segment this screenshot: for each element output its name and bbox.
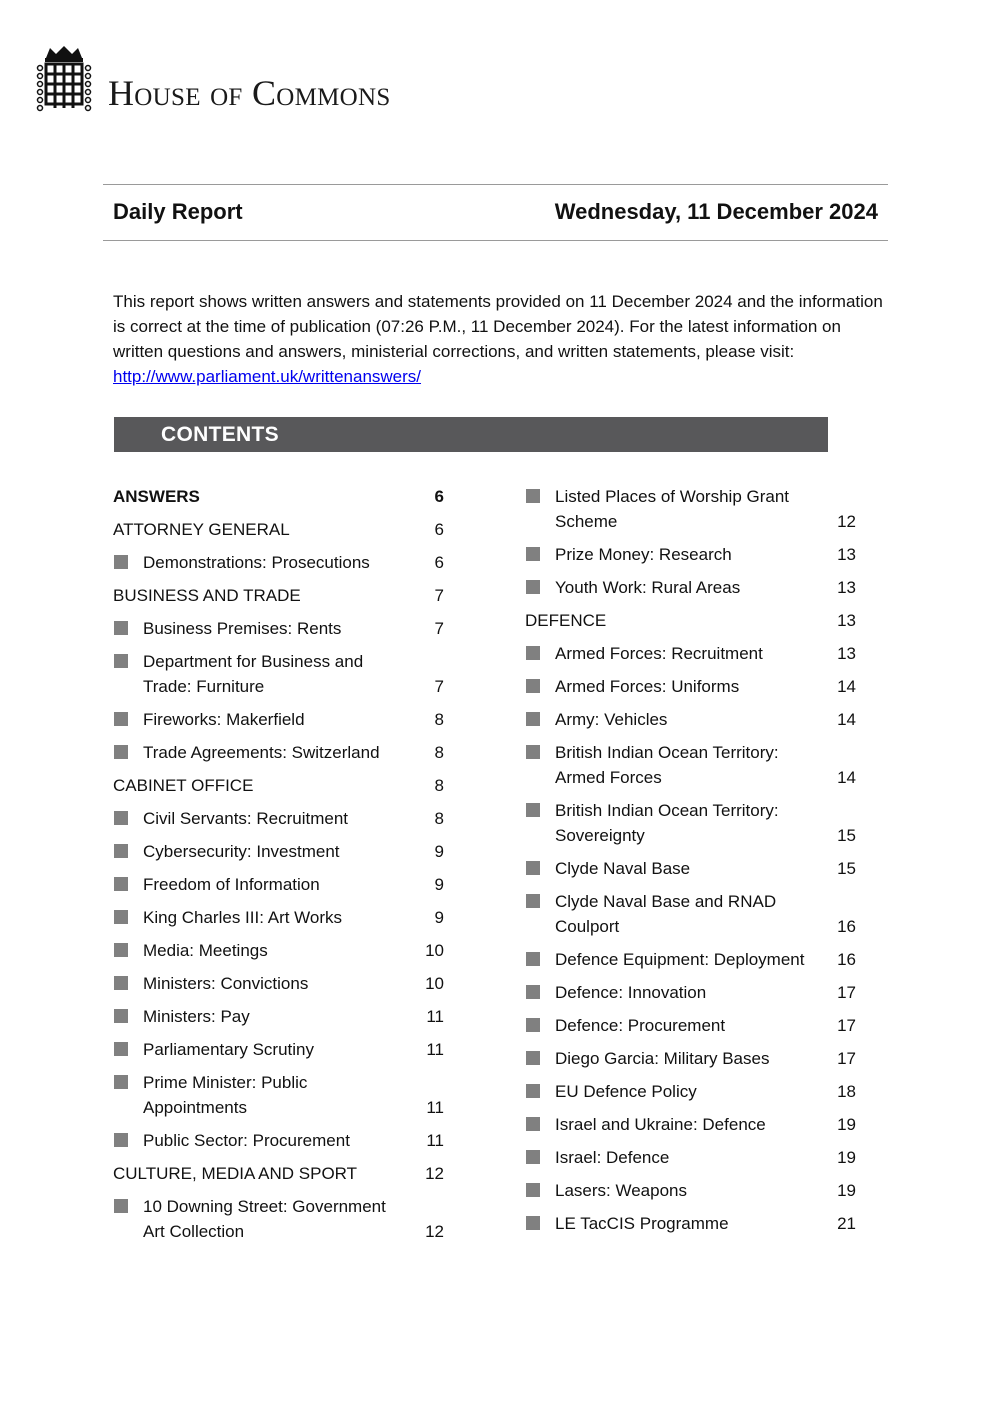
bullet-square-icon: [114, 555, 128, 569]
contents-entry[interactable]: [525, 1042, 856, 1075]
contents-entry-title: Lasers: Weapons: [555, 1181, 687, 1200]
bullet-square-icon: [526, 1018, 540, 1032]
bullet-square-icon: [526, 646, 540, 660]
contents-entry[interactable]: [113, 645, 444, 703]
contents-entry[interactable]: [113, 1066, 444, 1124]
bullet-square-icon: [114, 811, 128, 825]
contents-entry[interactable]: [525, 571, 856, 604]
contents-entry-title: Media: Meetings: [143, 941, 268, 960]
contents-entry-title: Israel: Defence: [555, 1148, 670, 1167]
contents-entry[interactable]: [525, 852, 856, 885]
contents-entry-page: 7: [434, 619, 444, 638]
bullet-square-icon: [114, 976, 128, 990]
contents-entry-page: 7: [434, 586, 444, 605]
bullet-square-icon: [526, 1084, 540, 1098]
contents-entry-page: 6: [434, 553, 444, 572]
contents-entry-page: 11: [426, 1098, 444, 1117]
contents-section[interactable]: [525, 604, 856, 637]
bullet-square-icon: [526, 985, 540, 999]
contents-entry-title: British Indian Ocean Territory: Armed Forces: [555, 743, 779, 787]
contents-entry-title: ATTORNEY GENERAL: [113, 520, 290, 539]
contents-entry-title: Defence: Procurement: [555, 1016, 726, 1035]
contents-entry-title: Prize Money: Research: [555, 545, 732, 564]
contents-column-left: [113, 480, 444, 1248]
contents-entry-page: 14: [837, 710, 856, 729]
bullet-square-icon: [114, 1042, 128, 1056]
contents-entry[interactable]: [113, 901, 444, 934]
contents-entry[interactable]: [525, 976, 856, 1009]
contents-entry-page: 12: [837, 512, 856, 531]
publisher-title: [108, 72, 391, 114]
contents-entry-title: Defence: Innovation: [555, 983, 707, 1002]
bullet-square-icon: [114, 910, 128, 924]
contents-entry-page: 6: [434, 520, 444, 539]
contents-entry-title: King Charles III: Art Works: [143, 908, 343, 927]
bullet-square-icon: [114, 877, 128, 891]
contents-entry-title: Parliamentary Scrutiny: [143, 1040, 315, 1059]
contents-entry[interactable]: [525, 794, 856, 852]
contents-entry-page: 7: [434, 677, 444, 696]
bullet-square-icon: [526, 547, 540, 561]
contents-entry-title: ANSWERS: [113, 487, 200, 506]
contents-entry-title: Youth Work: Rural Areas: [555, 578, 741, 597]
contents-entry-page: 17: [837, 983, 856, 1002]
contents-entry-title: Department for Business and Trade: Furniture: [143, 652, 364, 696]
contents-entry[interactable]: [525, 1174, 856, 1207]
bullet-square-icon: [526, 1183, 540, 1197]
contents-entry-title: British Indian Ocean Territory: Sovereignty: [555, 801, 779, 845]
bullet-square-icon: [526, 580, 540, 594]
contents-entry-page: 17: [837, 1016, 856, 1035]
contents-entry-title: Ministers: Convictions: [143, 974, 309, 993]
contents-entry-page: 21: [837, 1214, 856, 1233]
contents-entry[interactable]: [113, 835, 444, 868]
contents-entry[interactable]: [113, 736, 444, 769]
contents-entry-title: CULTURE, MEDIA AND SPORT: [113, 1164, 358, 1183]
contents-entry[interactable]: [525, 670, 856, 703]
contents-entry[interactable]: [525, 1075, 856, 1108]
contents-entry-page: 11: [426, 1040, 444, 1059]
contents-entry-title: Ministers: Pay: [143, 1007, 250, 1026]
contents-entry-page: 14: [837, 677, 856, 696]
contents-entry[interactable]: [113, 1033, 444, 1066]
bullet-square-icon: [526, 952, 540, 966]
contents-entry-page: 19: [837, 1148, 856, 1167]
contents-entry-title: Listed Places of Worship Grant Scheme: [555, 487, 790, 531]
contents-entry-title: Trade Agreements: Switzerland: [143, 743, 380, 762]
bullet-square-icon: [114, 745, 128, 759]
contents-entry-page: 6: [434, 487, 444, 506]
bullet-square-icon: [526, 679, 540, 693]
contents-entry-title: Clyde Naval Base and RNAD Coulport: [555, 892, 777, 936]
contents-entry[interactable]: [525, 885, 856, 943]
contents-entry-title: BUSINESS AND TRADE: [113, 586, 301, 605]
contents-entry-page: 12: [425, 1222, 444, 1241]
contents-entry[interactable]: [525, 538, 856, 571]
contents-entry-page: 9: [434, 875, 444, 894]
contents-entry[interactable]: [113, 1000, 444, 1033]
contents-entry-title: Civil Servants: Recruitment: [143, 809, 349, 828]
contents-entry-title: Israel and Ukraine: Defence: [555, 1115, 766, 1134]
contents-entry[interactable]: [525, 480, 856, 538]
contents-section[interactable]: [113, 1157, 444, 1190]
contents-entry-page: 13: [837, 545, 856, 564]
contents-entry-page: 19: [837, 1115, 856, 1134]
contents-entry-title: 10 Downing Street: Government Art Collection: [143, 1197, 386, 1241]
contents-entry-page: 12: [425, 1164, 444, 1183]
contents-entry-page: 11: [426, 1131, 444, 1150]
contents-entry[interactable]: [525, 943, 856, 976]
contents-entry[interactable]: [113, 934, 444, 967]
contents-entry[interactable]: [113, 868, 444, 901]
contents-entry-page: 10: [425, 941, 444, 960]
bullet-square-icon: [114, 1133, 128, 1147]
bullet-square-icon: [114, 1075, 128, 1089]
contents-entry-page: 10: [425, 974, 444, 993]
contents-entry-title: Cybersecurity: Investment: [143, 842, 340, 861]
contents-entry-page: 16: [837, 917, 856, 936]
bullet-square-icon: [526, 1051, 540, 1065]
contents-entry-page: 13: [837, 644, 856, 663]
contents-entry-title: CABINET OFFICE: [113, 776, 254, 795]
contents-entry-page: 8: [434, 710, 444, 729]
contents-entry-title: LE TacCIS Programme: [555, 1214, 729, 1233]
contents-entry[interactable]: [113, 802, 444, 835]
bullet-square-icon: [526, 489, 540, 503]
bullet-square-icon: [114, 943, 128, 957]
contents-entry[interactable]: [113, 612, 444, 645]
contents-column-right: [525, 480, 856, 1240]
bullet-square-icon: [526, 1150, 540, 1164]
contents-entry-title: Army: Vehicles: [555, 710, 668, 729]
contents-entry-page: 18: [837, 1082, 856, 1101]
contents-entry-page: 15: [837, 826, 856, 845]
bullet-square-icon: [526, 894, 540, 908]
written-answers-link[interactable]: http://www.parliament.uk/writtenanswers/: [113, 367, 422, 386]
contents-header: CONTENTS: [114, 417, 828, 452]
contents-entry-title: Diego Garcia: Military Bases: [555, 1049, 770, 1068]
bullet-square-icon: [526, 745, 540, 759]
contents-entry[interactable]: [113, 546, 444, 579]
contents-entry-title: DEFENCE: [525, 611, 607, 630]
contents-entry-page: 9: [434, 908, 444, 927]
contents-entry-page: 19: [837, 1181, 856, 1200]
contents-entry[interactable]: [525, 1207, 856, 1240]
contents-entry-title: Prime Minister: Public Appointments: [143, 1073, 308, 1117]
contents-entry-page: 9: [434, 842, 444, 861]
contents-entry-page: 8: [434, 809, 444, 828]
contents-entry[interactable]: [525, 1141, 856, 1174]
contents-entry[interactable]: [525, 637, 856, 670]
contents-entry-title: Clyde Naval Base: [555, 859, 691, 878]
report-date: Wednesday, 11 December 2024: [554, 199, 878, 224]
contents-entry-page: 8: [434, 743, 444, 762]
intro-paragraph: [113, 289, 883, 389]
contents-entry[interactable]: [525, 1009, 856, 1042]
contents-entry-page: 17: [837, 1049, 856, 1068]
contents-entry-page: 11: [426, 1007, 444, 1026]
bullet-square-icon: [114, 1009, 128, 1023]
contents-entry-title: Business Premises: Rents: [143, 619, 342, 638]
bottom-rule: [103, 240, 888, 241]
bullet-square-icon: [114, 712, 128, 726]
contents-entry[interactable]: [113, 1124, 444, 1157]
publisher-title-text: House of Commons: [108, 73, 391, 113]
bullet-square-icon: [526, 1216, 540, 1230]
bullet-square-icon: [114, 654, 128, 668]
contents-entry[interactable]: [525, 1108, 856, 1141]
bullet-square-icon: [526, 1117, 540, 1131]
bullet-square-icon: [114, 844, 128, 858]
contents-entry-title: Armed Forces: Recruitment: [555, 644, 763, 663]
contents-entry-title: EU Defence Policy: [555, 1082, 697, 1101]
report-label: Daily Report: [113, 199, 243, 224]
contents-entry-page: 13: [837, 611, 856, 630]
bullet-square-icon: [526, 861, 540, 875]
contents-entry-title: Defence Equipment: Deployment: [555, 950, 805, 969]
contents-entry[interactable]: [113, 1190, 444, 1248]
contents-entry-title: Public Sector: Procurement: [143, 1131, 350, 1150]
contents-entry-title: Fireworks: Makerfield: [143, 710, 305, 729]
bullet-square-icon: [114, 1199, 128, 1213]
contents-entry-page: 16: [837, 950, 856, 969]
contents-entry[interactable]: [113, 967, 444, 1000]
contents-entry[interactable]: [525, 736, 856, 794]
contents-entry-title: Armed Forces: Uniforms: [555, 677, 740, 696]
contents-entry-page: 13: [837, 578, 856, 597]
contents-section[interactable]: [113, 769, 444, 802]
bullet-square-icon: [526, 803, 540, 817]
top-rule: [103, 184, 888, 185]
contents-entry-title: Demonstrations: Prosecutions: [143, 553, 370, 572]
contents-entry-title: Freedom of Information: [143, 875, 320, 894]
intro-text: This report shows written answers and statements provided on 11 December 2024 and the information is correct at the time of publication (07:26 P.M., 11 December 2024). For the latest information on written questions and answers, ministerial corrections, and written statements, please visit:: [113, 292, 883, 361]
contents-section[interactable]: [113, 513, 444, 546]
contents-entry[interactable]: [113, 703, 444, 736]
contents-entry[interactable]: [525, 703, 856, 736]
contents-section[interactable]: [113, 579, 444, 612]
contents-entry-page: 8: [434, 776, 444, 795]
bullet-square-icon: [526, 712, 540, 726]
contents-entry-page: 14: [837, 768, 856, 787]
contents-entry-page: 15: [837, 859, 856, 878]
bullet-square-icon: [114, 621, 128, 635]
contents-section[interactable]: [113, 480, 444, 513]
portcullis-icon: [36, 44, 92, 114]
